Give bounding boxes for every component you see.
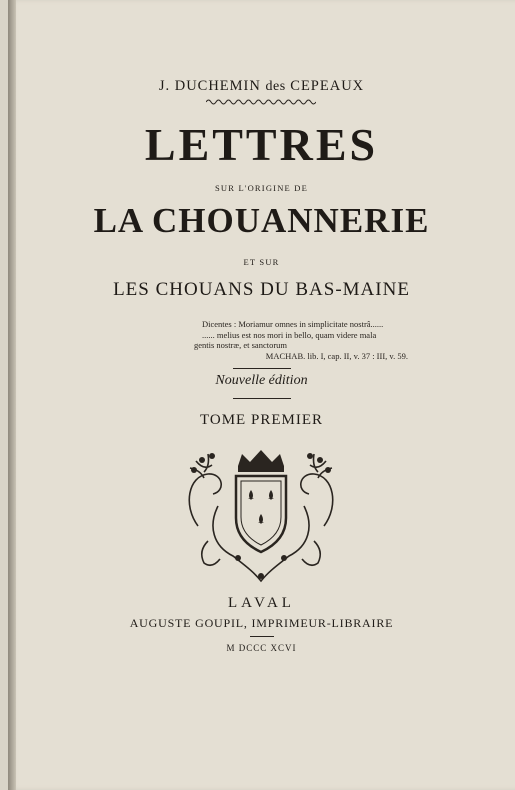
- author-name-last: CEPEAUX: [285, 78, 365, 94]
- epigraph-line: gentis nostræ, et sanctorum: [194, 340, 288, 350]
- publication-year: M DCCC XCVI: [226, 643, 297, 653]
- title-page: [8, 0, 515, 790]
- author-particle: des: [265, 79, 286, 94]
- book-binding-edge: [8, 0, 16, 790]
- author-line: [8, 78, 515, 95]
- epigraph: [194, 319, 414, 361]
- author-name-first: J. DUCHEMIN: [158, 78, 266, 94]
- epigraph-citation: MACHAB. lib. I, cap. II, v. 37 : III, v. 59.: [265, 350, 408, 361]
- divider-rule: [233, 398, 291, 399]
- divider-rule: [233, 368, 291, 369]
- subtitle-origine: SUR L'ORIGINE DE: [215, 183, 308, 193]
- title-chouannerie: LA CHOUANNERIE: [93, 201, 430, 240]
- city-label: LAVAL: [228, 595, 295, 611]
- publisher-label: AUGUSTE GOUPIL, IMPRIMEUR-LIBRAIRE: [129, 616, 394, 630]
- wavy-ornament: [206, 98, 316, 106]
- title-chouans-bas-maine: LES CHOUANS DU BAS-MAINE: [113, 279, 410, 300]
- epigraph-line: ...... melius est nos mori in bello, quam videre mala: [202, 329, 377, 340]
- epigraph-line: Dicentes : Moriamur omnes in simplicitate nostrâ......: [202, 319, 384, 329]
- divider-rule: [250, 636, 274, 637]
- edition-label: Nouvelle édition: [215, 373, 308, 388]
- subtitle-et-sur: ET SUR: [243, 257, 280, 267]
- royal-arms-emblem: [178, 446, 344, 586]
- volume-label: TOME PREMIER: [200, 412, 323, 428]
- title-lettres: LETTRES: [144, 119, 379, 170]
